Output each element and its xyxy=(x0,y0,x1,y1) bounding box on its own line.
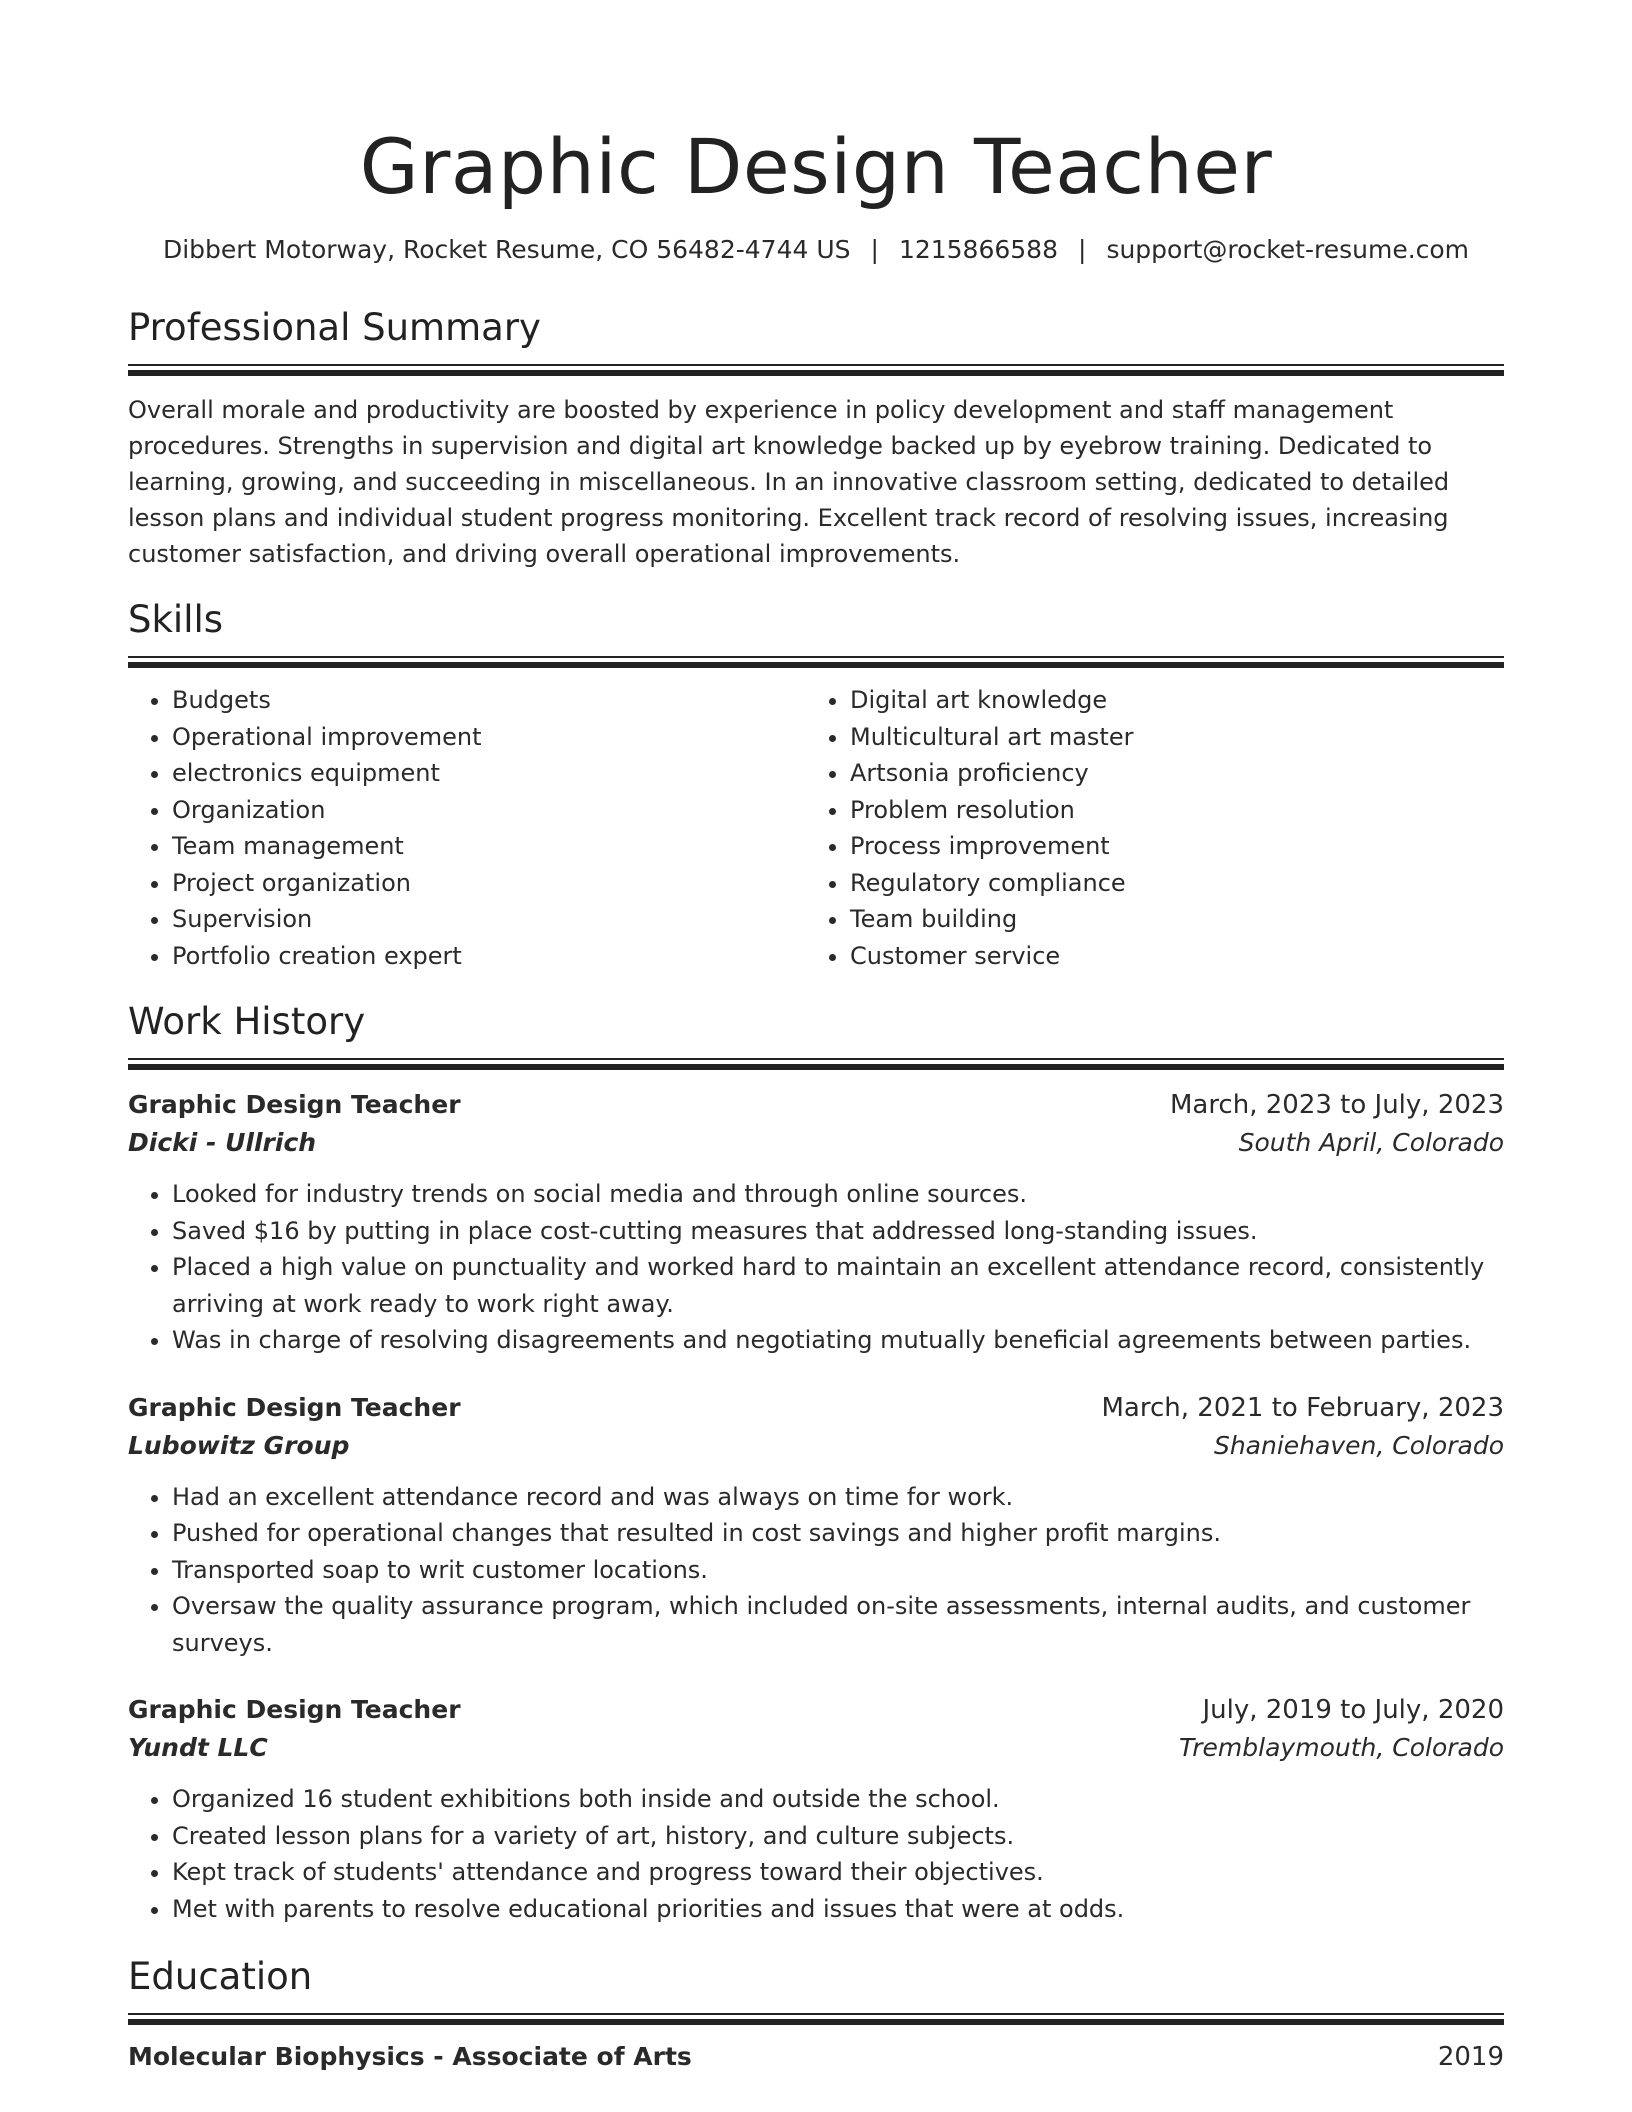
job-location: South April, Colorado xyxy=(1238,1128,1504,1157)
skill-item: • Supervision xyxy=(172,901,806,938)
job-dates: March, 2023 to July, 2023 xyxy=(1169,1090,1504,1120)
section-title-work-history: Work History xyxy=(128,1000,366,1043)
skill-item: • Process improvement xyxy=(850,828,1484,865)
section-divider xyxy=(128,1058,1504,1070)
skill-item: • Customer service xyxy=(850,938,1484,975)
education-year: 2019 xyxy=(1437,2042,1504,2072)
skill-item: • Team management xyxy=(172,828,806,865)
summary-text: Overall morale and productivity are boosted by experience in policy development and staff management procedures. Strengths in supervision and digital art knowledge backed up by eyebrow training. Dedicated to learning, growing, and succeeding in miscellaneous. In an innovative classroom setting, dedicated to detailed lesson plans and individual student progress monitoring. Excellent track record of resolving issues, increasing customer satisfaction, and driving overall operational improvements. xyxy=(128,396,1450,568)
job-title: Graphic Design Teacher xyxy=(128,1695,461,1724)
job-header xyxy=(128,1389,1504,1427)
contact-line xyxy=(128,234,1504,266)
job-dates: July, 2019 to July, 2020 xyxy=(1202,1695,1504,1725)
education-entry xyxy=(128,2039,1504,2075)
section-title-education: Education xyxy=(128,1955,313,1998)
job-bullets xyxy=(128,1176,1504,1359)
job-bullet: • Organized 16 student exhibitions both inside and outside the school. xyxy=(172,1781,1504,1818)
skills-list-right xyxy=(806,682,1484,974)
skill-item: • Operational improvement xyxy=(172,719,806,756)
job-location: Shaniehaven, Colorado xyxy=(1213,1430,1504,1460)
skill-item: • Artsonia proficiency xyxy=(850,755,1484,792)
resume-page xyxy=(128,0,1504,2075)
job-bullet: • Oversaw the quality assurance program, which included on-site assessments, internal audits, and customer surveys. xyxy=(172,1588,1504,1661)
job-bullet: • Saved $16 by putting in place cost-cutting measures that addressed long-standing issues. xyxy=(172,1213,1504,1250)
job-bullets xyxy=(128,1781,1504,1927)
contact-separator: | xyxy=(870,235,879,264)
job-header xyxy=(128,1691,1504,1729)
skill-item: • electronics equipment xyxy=(172,755,806,792)
job-bullet: • Created lesson plans for a variety of art, history, and culture subjects. xyxy=(172,1818,1504,1855)
skills-columns xyxy=(128,682,1504,974)
skill-item: • Team building xyxy=(850,901,1484,938)
job-bullet: • Placed a high value on punctuality and worked hard to maintain an excellent attendance record, consistently arriving at work ready to work right away. xyxy=(172,1249,1504,1322)
job-subheader xyxy=(128,1729,1504,1767)
job-location: Tremblaymouth, Colorado xyxy=(1178,1733,1504,1762)
job-dates: March, 2021 to February, 2023 xyxy=(1101,1392,1504,1423)
job-bullet: • Pushed for operational changes that resulted in cost savings and higher profit margins. xyxy=(172,1515,1504,1552)
job-bullet: • Had an excellent attendance record and was always on time for work. xyxy=(172,1479,1504,1516)
job-title: Graphic Design Teacher xyxy=(128,1090,461,1119)
job-title: Graphic Design Teacher xyxy=(128,1392,461,1422)
contact-email[interactable]: support@rocket-resume.com xyxy=(1106,235,1470,264)
job-bullets xyxy=(128,1479,1504,1662)
education-degree: Molecular Biophysics - Associate of Arts xyxy=(128,2042,692,2071)
job-bullet: • Kept track of students' attendance and progress toward their objectives. xyxy=(172,1854,1504,1891)
section-divider xyxy=(128,364,1504,376)
job-entry xyxy=(128,1691,1504,1927)
job-header xyxy=(128,1086,1504,1124)
job-company: Dicki - Ullrich xyxy=(128,1128,317,1157)
job-entry xyxy=(128,1389,1504,1662)
education-section xyxy=(128,1955,1504,2075)
job-subheader xyxy=(128,1124,1504,1162)
job-bullet: • Transported soap to writ customer locations. xyxy=(172,1552,1504,1589)
skill-item: • Budgets xyxy=(172,682,806,719)
job-company: Yundt LLC xyxy=(128,1733,268,1762)
resume-name: Graphic Design Teacher xyxy=(359,122,1273,211)
job-company: Lubowitz Group xyxy=(128,1430,350,1460)
skill-item: • Multicultural art master xyxy=(850,719,1484,756)
summary-section xyxy=(128,306,1504,572)
work-history-section xyxy=(128,1000,1504,1927)
skill-item: • Organization xyxy=(172,792,806,829)
job-bullet: • Was in charge of resolving disagreements and negotiating mutually beneficial agreements between parties. xyxy=(172,1322,1504,1359)
job-bullet: • Met with parents to resolve educational priorities and issues that were at odds. xyxy=(172,1891,1504,1928)
skill-item: • Problem resolution xyxy=(850,792,1484,829)
job-bullet: • Looked for industry trends on social media and through online sources. xyxy=(172,1176,1504,1213)
skill-item: • Project organization xyxy=(172,865,806,902)
skills-list-left xyxy=(128,682,806,974)
section-divider xyxy=(128,656,1504,668)
job-subheader xyxy=(128,1427,1504,1465)
skill-item: • Digital art knowledge xyxy=(850,682,1484,719)
contact-phone[interactable]: 1215866588 xyxy=(898,235,1058,264)
contact-separator: | xyxy=(1078,235,1087,264)
contact-address: Dibbert Motorway, Rocket Resume, CO 56482-4744 US xyxy=(162,235,851,264)
job-entry xyxy=(128,1086,1504,1359)
skills-section xyxy=(128,598,1504,974)
section-title-skills: Skills xyxy=(128,598,224,641)
section-title-summary: Professional Summary xyxy=(128,306,541,349)
skill-item: • Regulatory compliance xyxy=(850,865,1484,902)
section-divider xyxy=(128,2013,1504,2025)
skill-item: • Portfolio creation expert xyxy=(172,938,806,975)
